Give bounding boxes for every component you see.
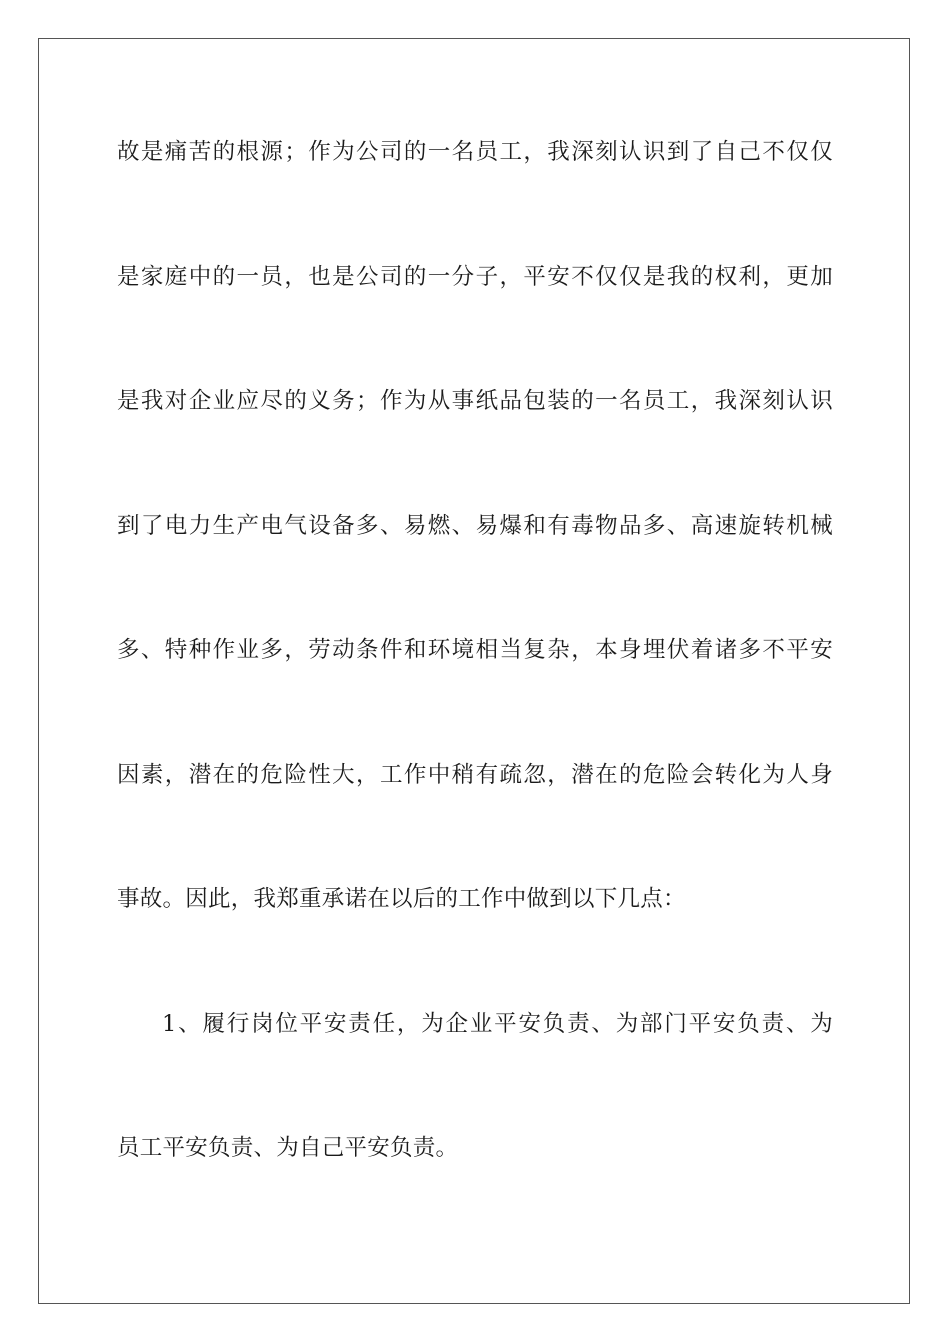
list-item-1-line-1: 1、履行岗位平安责任，为企业平安负责、为部门平安负责、为 (162, 1010, 833, 1037)
body-line-7: 事故。因此，我郑重承诺在以后的工作中做到以下几点： (117, 886, 686, 912)
body-line-1: 故是痛苦的根源；作为公司的一名员工，我深刻认识到了自己不仅仅 (117, 139, 833, 165)
document-body (117, 127, 833, 1248)
body-line-6: 因素，潜在的危险性大，工作中稍有疏忽，潜在的危险会转化为人身 (117, 761, 833, 788)
body-line-3: 是我对企业应尽的义务；作为从事纸品包装的一名员工，我深刻认识 (117, 388, 833, 414)
body-line-4: 到了电力生产电气设备多、易燃、易爆和有毒物品多、高速旋转机械 (117, 512, 833, 539)
body-line-2: 是家庭中的一员，也是公司的一分子，平安不仅仅是我的权利，更加 (117, 263, 833, 290)
body-line-5: 多、特种作业多，劳动条件和环境相当复杂，本身埋伏着诸多不平安 (117, 637, 833, 663)
list-item-1-line-2: 员工平安负责、为自己平安负责。 (117, 1135, 459, 1161)
